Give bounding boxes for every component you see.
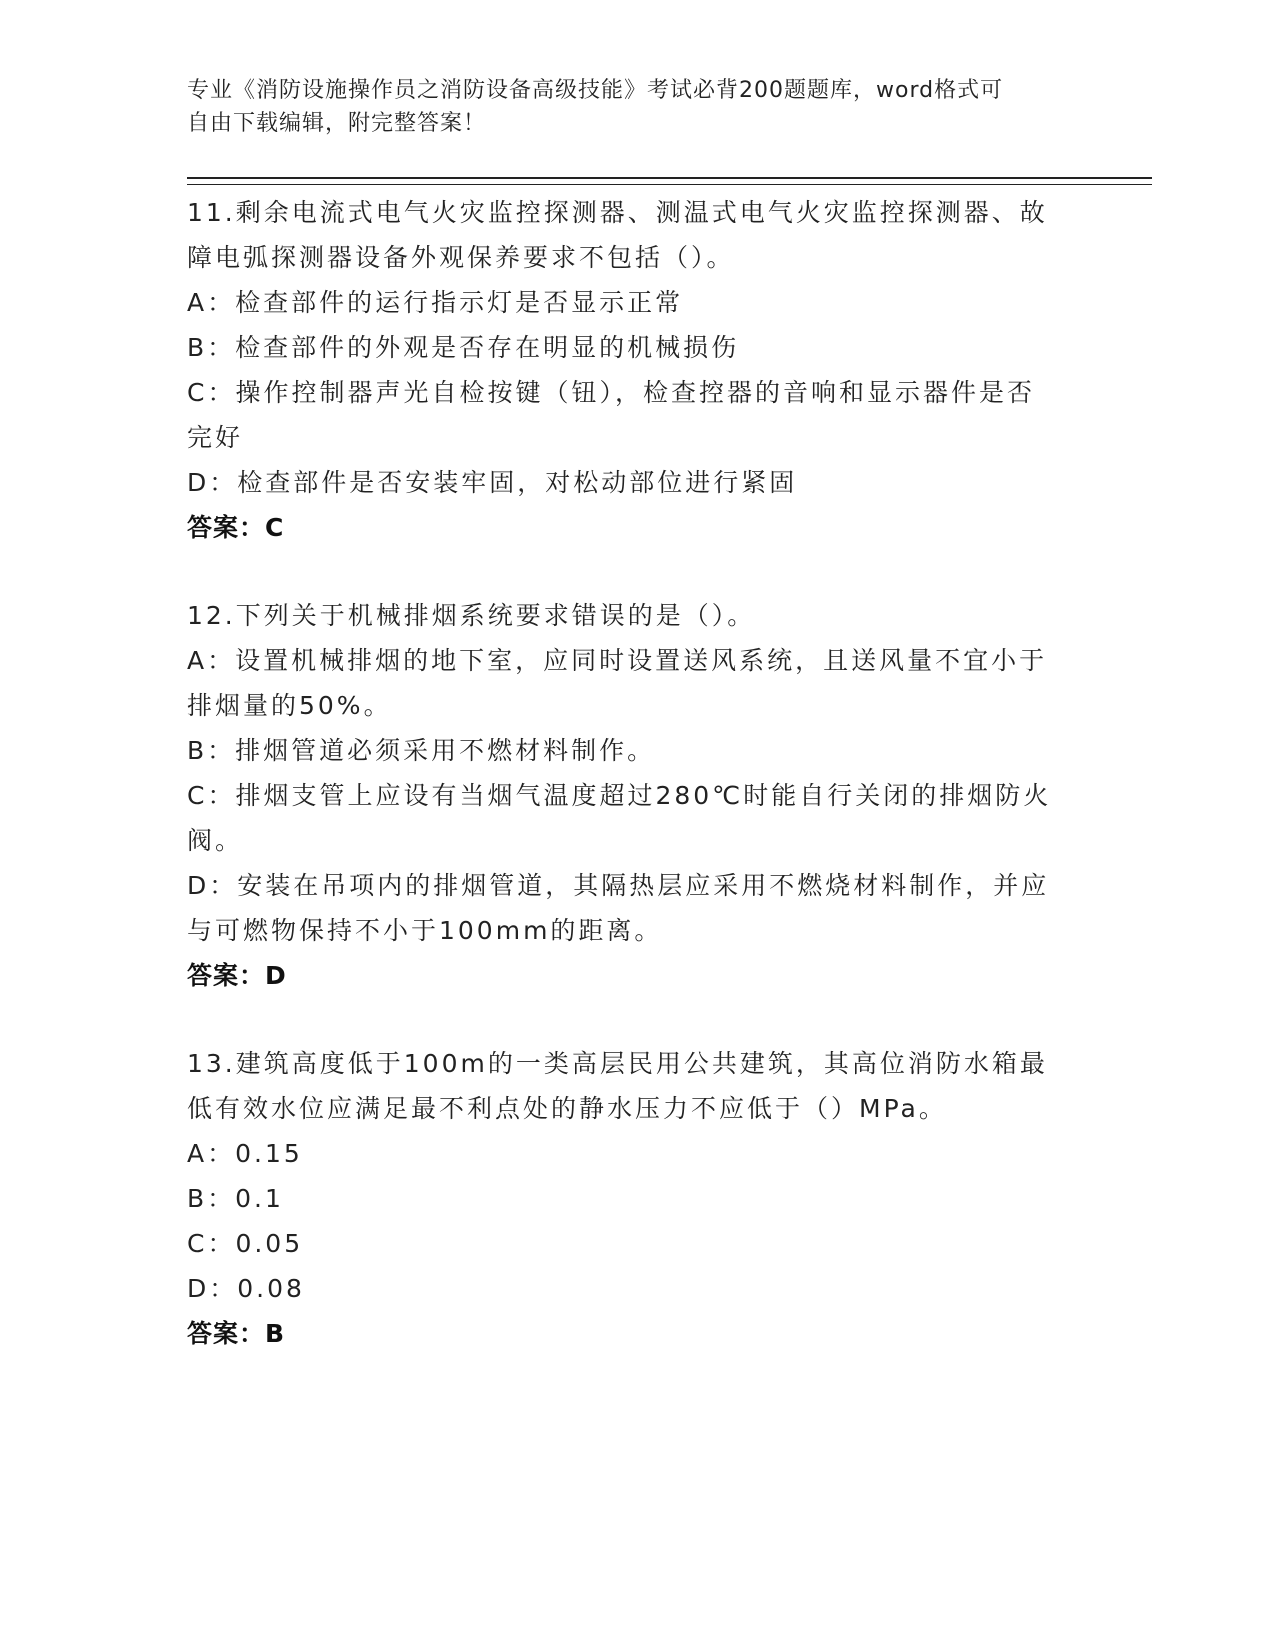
option-line: A：检查部件的运行指示灯是否显示正常 <box>187 288 684 317</box>
option-line: D：0.08 <box>187 1274 305 1303</box>
answer-line: 答案：C <box>187 513 285 542</box>
option-line: D：安装在吊项内的排烟管道，其隔热层应采用不燃烧材料制作，并应 <box>187 871 1050 900</box>
option-line: C：操作控制器声光自检按键（钮），检查控器的音响和显示器件是否 <box>187 378 1035 407</box>
answer-line: 答案：D <box>187 961 287 990</box>
header-line-2: 自由下载编辑，附完整答案！ <box>187 111 487 136</box>
document-header <box>187 74 1087 140</box>
question-stem-line: 11.剩余电流式电气火灾监控探测器、测温式电气火灾监控探测器、故 <box>187 198 1048 227</box>
header-line-1: 专业《消防设施操作员之消防设备高级技能》考试必背200题题库，word格式可 <box>187 78 1004 103</box>
question-12 <box>187 593 1087 998</box>
option-line: 排烟量的50%。 <box>187 691 392 720</box>
question-stem-line: 12.下列关于机械排烟系统要求错误的是（）。 <box>187 601 756 630</box>
option-line: D：检查部件是否安装牢固，对松动部位进行紧固 <box>187 468 798 497</box>
question-stem-line: 障电弧探测器设备外观保养要求不包括（）。 <box>187 243 735 272</box>
question-11 <box>187 190 1087 550</box>
option-line: A：设置机械排烟的地下室，应同时设置送风系统，且送风量不宜小于 <box>187 646 1048 675</box>
option-line: C：0.05 <box>187 1229 304 1258</box>
question-13 <box>187 1041 1087 1356</box>
question-stem-line: 13.建筑高度低于100m的一类高层民用公共建筑，其高位消防水箱最 <box>187 1049 1048 1078</box>
option-line: 阀。 <box>187 826 244 855</box>
option-line: C：排烟支管上应设有当烟气温度超过280℃时能自行关闭的排烟防火 <box>187 781 1052 810</box>
header-divider <box>187 177 1152 185</box>
option-line: B：0.1 <box>187 1184 284 1213</box>
option-line: B：排烟管道必须采用不燃材料制作。 <box>187 736 656 765</box>
option-line: 完好 <box>187 423 244 452</box>
question-list <box>187 190 1087 1399</box>
answer-line: 答案：B <box>187 1319 286 1348</box>
option-line: B：检查部件的外观是否存在明显的机械损伤 <box>187 333 740 362</box>
option-line: 与可燃物保持不小于100mm的距离。 <box>187 916 663 945</box>
option-line: A：0.15 <box>187 1139 303 1168</box>
question-stem-line: 低有效水位应满足最不利点处的静水压力不应低于（）MPa。 <box>187 1094 947 1123</box>
